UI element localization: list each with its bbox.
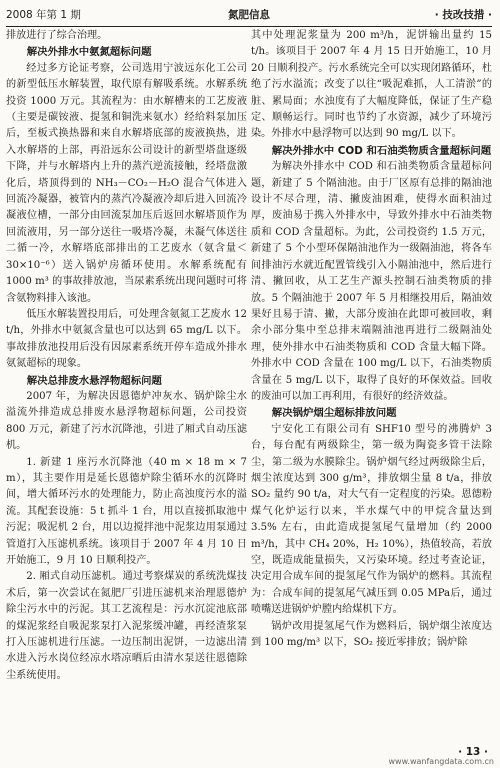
section-heading: 解决外排水中 COD 和石油类物质含量超标问题 (271, 144, 492, 157)
section-label: · 技改技措 · (434, 9, 492, 21)
section-heading: 解决锅炉烟尘超标排放问题 (271, 407, 397, 420)
left-column (6, 28, 247, 748)
paragraph: 经过多方论证考察，公司选用宁波远东化工公司的新型低压水解装置，取代原有解吸系统。水解系统投资 1000 万元。其流程为：由水解槽来的工艺废液（主要是碳铵液、提氢和铜洗来氨水）经给料泵加压后，至板式换热器和来自水解塔底部的废液换热，进入水解塔的上部，再沿远东公司设计的新型塔盘逐级下降，并与水解塔内上升的蒸汽逆流接触，经塔盘激化后，塔顶得到的 NH₃－CO₂－H₂O 混合气体进入回流冷凝器，被管内的蒸汽冷凝液冷却后进入回流冷凝液位槽，一部分由回流泵加压后返回水解塔顶作为回流液用，另一部分送往一吸塔冷凝，未凝气体送往二循一冷，水解塔底部排出的工艺废水（氨含量＜30×10⁻⁶）送入锅炉房循环使用。水解系统配有 1000 m³ 的事故排放池，当尿素系统出现问题时可将含氨物料排入该池。 (6, 62, 247, 304)
paragraph: 1. 新建 1 座污水沉降池（40 m × 18 m × 7 m），其主要作用是延长恩德炉除尘循环水的沉降时间，增大循环污水的处理能力，防止高浊度污水的溢流。其配套设施：5 t 抓斗 1 台，用以直接抓取池中污泥；吸泥机 2 台，用以边搅拌池中泥浆边用泵通过管道打入压滤机系统。该项目于 2007 年 4 月 10 日开始施工，9 月 10 日顺利投产。 (6, 456, 247, 566)
page-number: · 13 · (458, 746, 488, 758)
paragraph: 2. 厢式自动压滤机。通过考察煤炭的系统洗煤技术后，第一次尝试在氮肥厂引进压滤机来治理恩德炉除尘污水中的污泥。其工艺流程是：污水沉淀池底部的煤泥浆经自吸泥浆泵打入泥浆缓冲罐，再经渣浆泵打入压滤机进行压滤。一边压制出泥饼，一边滤出清水进入污水岗位经凉水塔凉晒后由清水泵送往恩德除尘系统使用。 (6, 571, 247, 681)
paragraph: 其中处理泥浆量为 200 m³/h，泥饼输出量约 15 t/h。该项目于 2007 年 4 月 15 日开始施工，10 月 20 日顺利投产。污水系统完全可以实现闭路循环，杜绝了污水溢流；改变了以往“吸泥难抓，人工清淤”的脏、累局面；水浊度有了大幅度降低，保证了生产稳定、顺畅运行。同时也节约了水资源，减少了环境污染。外排水中悬浮物可以达到 90 mg/L 以下。 (251, 30, 492, 140)
journal-title: 氮肥信息 (228, 9, 270, 21)
paragraph: 排放进行了综合治理。 (6, 30, 108, 41)
section-heading: 解决总排废水悬浮物超标问题 (26, 374, 162, 387)
section-heading: 解决外排水中氨氮超标问题 (26, 46, 152, 59)
page-header (6, 0, 492, 27)
paragraph: 锅炉改用提氢尾气作为燃料后，锅炉烟尘浓度达到 100 mg/m³ 以下，SO₂ 接近零排放；锅炉除 (251, 620, 492, 649)
paragraph: 2007 年，为解决因恩德炉冲灰水、锅炉除尘水溢流外排造成总排废水悬浮物超标问题，公司投资 800 万元，新建了污水沉降池，引进了厢式自动压滤机。 (6, 390, 247, 452)
paragraph: 为解决外排水中 COD 和石油类物质含量超标问题，新建了 5 个隔油池。由于厂区原有总排的隔油池设计不尽合理，清、撇废油困难，使得水面积油过厚，废油易于携入外排水中，导致外排水中石油类物质和 COD 含量超标。为此，公司投资约 1.5 万元，新建了 5 个小型环保隔油池作为一级隔油池，将各车间排油污水就近配置管线引入小隔油池中，然后进行清、撇回收，从工艺生产源头控制石油类物质的排放。5 个隔油池于 2007 年 5 月相继投用后，隔油效果好且易于清、撇，大部分废油在此即可被回收，剩余小部分集中至总排末端隔油池再进行二级隔油处理，使外排水中石油类物质和 COD 含量大幅下降。外排水中 COD 含量在 100 mg/L 以下，石油类物质含量在 5 mg/L 以下，取得了良好的环保效益。回收的废油可以加工再利用，有很好的经济效益。 (251, 161, 492, 402)
paragraph: 宁安化工有限公司有 SHF10 型号的沸腾炉 3 台，每台配有两级除尘，第一级为陶瓷多管干法除尘，第二级为水膜除尘。锅炉烟气经过两级除尘后，烟尘浓度达到 300 g/m³，排放烟尘量 8 t/a，排放 SO₂ 量约 90 t/a，对大气有一定程度的污染。恩德粉煤气化炉运行以来，半水煤气中的甲烷含量达到 3.5% 左右，由此造成提氢尾气量增加（约 2000 m³/h，其中 CH₄ 20%，H₂ 10%），热值较高，若放空，既造成能量损失，又污染环境。经过考查论证，决定用合成车间的提氢尾气作为锅炉的燃料。其流程为：合成车间的提氢尾气减压到 0.05 MPa后，通过喷嘴送进锅炉炉膛内给煤机下方。 (251, 423, 492, 616)
paragraph: 低压水解装置投用后，可处理含氨氮工艺废水 12 t/h，外排水中氨氮含量也可以达到 65 mg/L 以下。事故排放池投用后没有因尿素系统开停车造成外排水氨氮超标的现象。 (6, 308, 247, 370)
watermark: www.wanfangdata.com.cn (388, 757, 494, 766)
issue-label: 2008 年第 1 期 (6, 9, 81, 21)
right-column (251, 28, 492, 748)
